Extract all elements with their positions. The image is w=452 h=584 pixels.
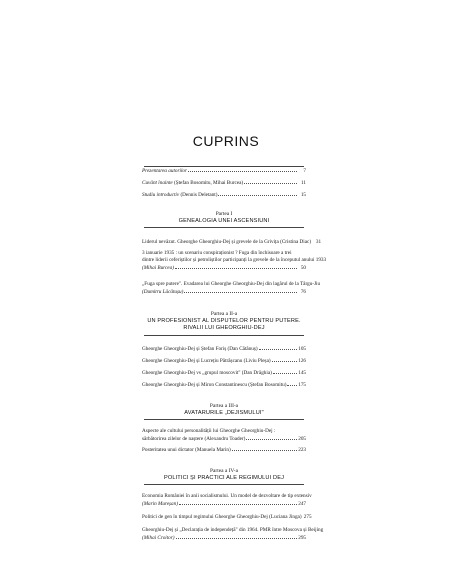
- toc-entry: [142, 250, 327, 272]
- entry-text: Aspecte ale cultului personalității lui Gheorghe Gheorghiu-Dej :: [142, 428, 276, 434]
- entry-page: 175: [298, 382, 306, 388]
- divider: [144, 419, 304, 420]
- entry-page: 205: [298, 436, 306, 443]
- entry-page: 247: [298, 501, 306, 508]
- part-title: GENEALOGIA UNEI ASCENSIUNI: [178, 218, 270, 224]
- entry-text: Posteritatea unui dictator (Manuela Marin): [142, 447, 231, 453]
- entry-text: (Mihai Burcea): [142, 265, 174, 272]
- entry-text: (Marin Mureșan): [142, 501, 178, 508]
- part-number: Partea I: [215, 211, 233, 217]
- entry-authors: (Ștefan Bosomitu, Mihai Burcea): [172, 180, 244, 186]
- entry-page: 223: [298, 447, 306, 453]
- entry-text: Gheorghe Gheorghiu-Dej și Miron Constantinescu (Ștefan Bosomitu): [142, 382, 287, 388]
- toc-entry: [142, 513, 312, 521]
- divider: [144, 227, 304, 228]
- entry-text: Gheorghiu-Dej și „Declarația de independeță" din 1964. PMR între Moscova și Beijing: [142, 527, 324, 533]
- entry-text: dintre liderii ceferiștilor și petroliștilor participanți la grevele de la începutul anului 1933: [142, 257, 327, 264]
- divider: [144, 335, 304, 336]
- part-number: Partea a III-a: [209, 403, 239, 409]
- entry-page: 275: [303, 514, 312, 520]
- part-heading: [142, 211, 306, 225]
- part-title: AVATARURILE „DEJISMULUI": [184, 410, 264, 416]
- entry-page: 50: [300, 265, 306, 272]
- part-title: POLITICI ȘI PRACTICI ALE REGIMULUI DEJ: [163, 475, 285, 481]
- part-number: Partea a IV-a: [210, 468, 238, 474]
- entry-text: Economia României în anii socialismului. Un model de dezvoltare de tip extensiv: [142, 493, 312, 499]
- entry-text: (Dumitru Lăcătușu): [142, 289, 184, 296]
- entry-text: sărbătorirea zilelor de naștere (Alexandru Toader): [142, 436, 246, 443]
- entry-page: 145: [298, 370, 306, 376]
- divider: [144, 484, 304, 485]
- entry-page: 15: [300, 192, 306, 198]
- entry-text: (Mihai Croitor): [142, 535, 175, 542]
- toc-entry: [142, 381, 306, 389]
- entry-page: 105: [298, 346, 306, 352]
- toc-entry: [142, 238, 322, 246]
- part-title: RIVALII LUI GHEORGHIU-DEJ: [183, 325, 265, 331]
- entry-text: Liderul nevăzut. Gheorghe Gheorghiu-Dej și grevele de la Grivița (Cristina Diac): [142, 239, 312, 245]
- entry-text: 3 ianuarie 1935 : un scenariu conspiraționist ? Fuga din închisoare a trei: [142, 250, 292, 256]
- entry-text: Prezentarea autorilor: [142, 168, 188, 174]
- entry-page: 76: [300, 289, 306, 296]
- toc-entry: [142, 527, 324, 542]
- toc-entry: [142, 357, 306, 365]
- entry-text: Gheorghe Gheorghiu-Dej și Ștefan Foriș (Dan Cătănuș): [142, 346, 258, 352]
- toc-entry: [142, 369, 306, 377]
- entry-text: „Fuga spre putere". Evadarea lui Gheorghe Gheorghiu-Dej din lagărul de la Târgu-Jiu: [142, 281, 321, 287]
- entry-text: Cuvânt înainte: [142, 180, 173, 186]
- part-heading: [142, 403, 306, 417]
- entry-page: 31: [315, 239, 322, 245]
- page-title: CUPRINS: [192, 133, 260, 149]
- toc-entry: [142, 191, 306, 199]
- toc-entry: [142, 493, 312, 508]
- entry-text: Studiu introductiv: [142, 192, 180, 198]
- toc-entry: [142, 428, 306, 443]
- toc-entry: [142, 281, 321, 296]
- entry-page: 7: [303, 168, 306, 174]
- part-title: UN PROFESIONIST AL DISPUTELOR PENTRU PUTERE.: [147, 318, 301, 324]
- entry-authors: (Dennis Deletant): [179, 192, 218, 198]
- part-heading: [142, 468, 306, 482]
- toc-entry: [142, 179, 306, 187]
- entry-text: Politici de gen în timpul regimului Gheorghe Gheorghiu-Dej (Luciana Jinga): [142, 514, 302, 520]
- toc-entry: [142, 167, 306, 175]
- part-heading: [142, 311, 306, 332]
- entry-page: 295: [298, 535, 306, 542]
- toc-entry: [142, 345, 306, 353]
- entry-text: Gheorghe Gheorghiu-Dej și Lucrețiu Pătrășcanu (Liviu Pleșa): [142, 358, 271, 364]
- part-number: Partea a II-a: [210, 311, 238, 317]
- entry-page: 126: [298, 358, 306, 364]
- entry-text: Gheorghe Gheorghiu-Dej vs „grupul moscovit" (Dan Drăghia): [142, 370, 272, 376]
- entry-page: 11: [301, 180, 306, 186]
- toc-entry: [142, 446, 306, 454]
